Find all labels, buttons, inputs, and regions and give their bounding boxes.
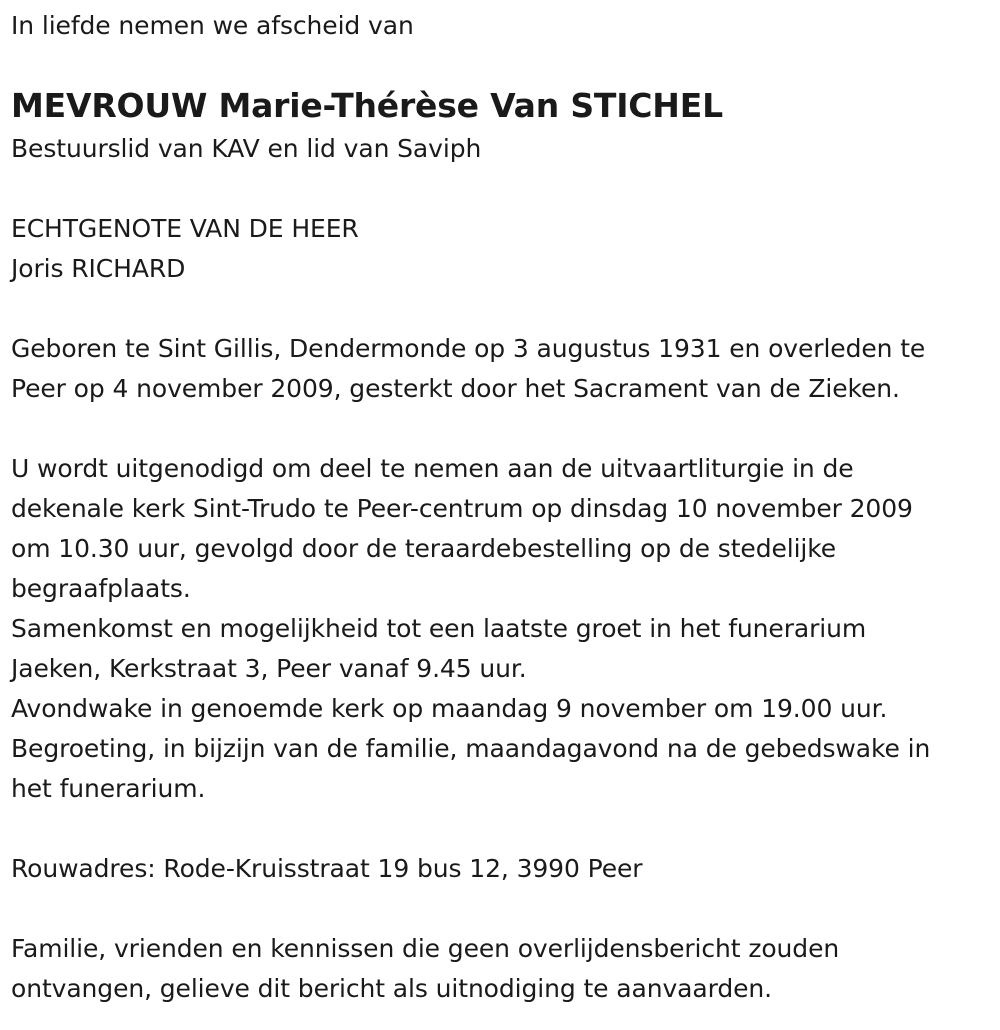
spacer [11,809,996,849]
spacer [11,889,996,929]
intro-text: In liefde nemen we afscheid van [11,11,414,40]
spacer [11,46,996,84]
birth-death-line: Peer op 4 november 2009, gesterkt door het Sacrament van de Zieken. [11,374,900,403]
spouse-heading: ECHTGENOTE VAN DE HEER [11,214,359,243]
ceremony-line: U wordt uitgenodigd om deel te nemen aan de uitvaartliturgie in de [11,454,854,483]
ceremony-line: Jaeken, Kerkstraat 3, Peer vanaf 9.45 uur. [11,654,527,683]
birth-death-line: Geboren te Sint Gillis, Dendermonde op 3 augustus 1931 en overleden te [11,334,926,363]
deceased-name: MEVROUW Marie-Thérèse Van STICHEL [11,86,723,125]
spouse-name: Joris RICHARD [11,254,186,283]
ceremony-line: begraafplaats. [11,574,191,603]
ceremony-line: Avondwake in genoemde kerk op maandag 9 november om 19.00 uur. [11,694,888,723]
spacer [11,289,996,329]
spacer [11,409,996,449]
ceremony-line: het funerarium. [11,774,206,803]
ceremony-line: Begroeting, in bijzijn van de familie, maandagavond na de gebedswake in [11,734,931,763]
ceremony-line: om 10.30 uur, gevolgd door de teraardebestelling op de stedelijke [11,534,837,563]
death-notice [11,6,996,1009]
closing-line: ontvangen, gelieve dit bericht als uitnodiging te aanvaarden. [11,974,773,1003]
closing-line: Familie, vrienden en kennissen die geen overlijdensbericht zouden [11,934,840,963]
deceased-subtitle: Bestuurslid van KAV en lid van Saviph [11,134,482,163]
mourning-address: Rouwadres: Rode-Kruisstraat 19 bus 12, 3990 Peer [11,854,643,883]
ceremony-line: dekenale kerk Sint-Trudo te Peer-centrum op dinsdag 10 november 2009 [11,494,913,523]
ceremony-line: Samenkomst en mogelijkheid tot een laatste groet in het funerarium [11,614,867,643]
spacer [11,169,996,209]
